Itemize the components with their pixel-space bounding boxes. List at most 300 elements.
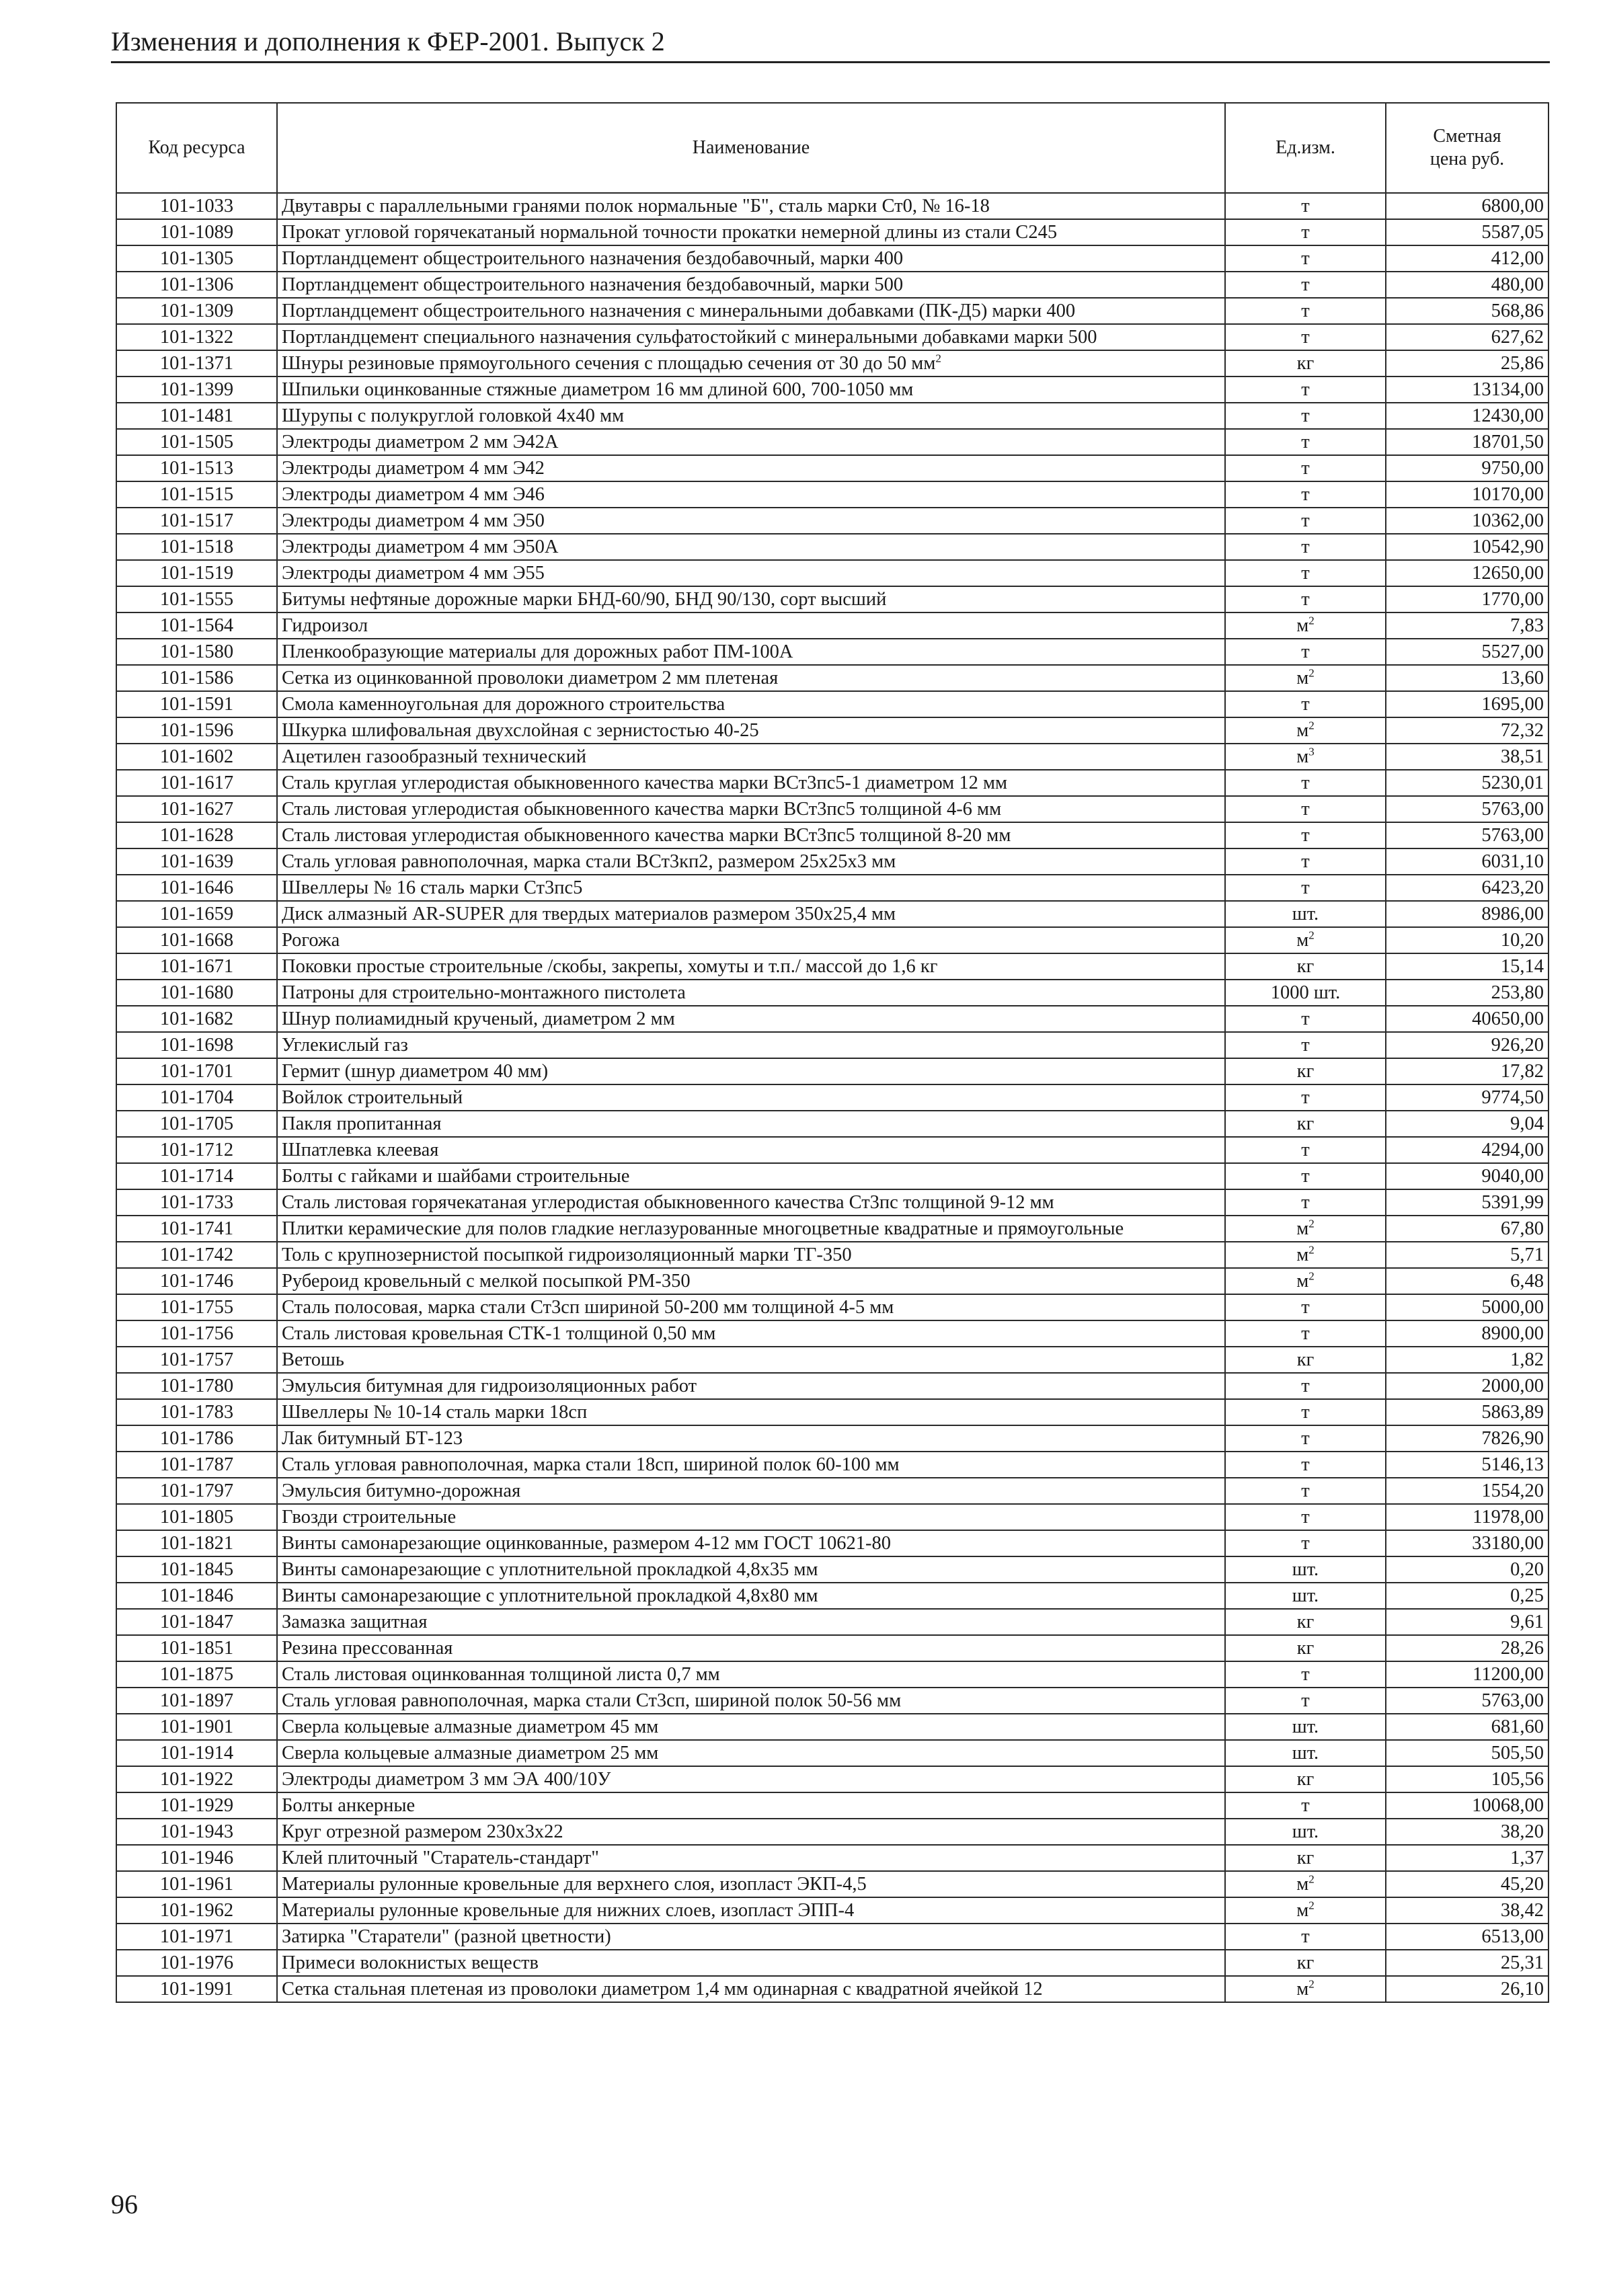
price-cell: 5000,00 <box>1386 1294 1549 1320</box>
unit-text: т <box>1301 1454 1310 1475</box>
table-row <box>116 1373 1549 1399</box>
table-row <box>116 1111 1549 1137</box>
unit-text: м <box>1296 615 1309 636</box>
resource-name-cell <box>277 1609 1225 1635</box>
resource-code-cell: 101-1627 <box>116 796 277 822</box>
price-cell: 480,00 <box>1386 272 1549 298</box>
unit-superscript: 2 <box>1308 928 1315 942</box>
unit-text: т <box>1301 379 1310 400</box>
resource-name-text: Сталь листовая горячекатаная углеродистая обыкновенного качества Ст3пс толщиной 9-12 мм <box>282 1192 1054 1213</box>
table-row <box>116 219 1549 245</box>
unit-cell <box>1225 927 1386 953</box>
resource-name-cell <box>277 1189 1225 1216</box>
resource-name-text: Замазка защитная <box>282 1612 428 1632</box>
resource-name-text: Портландцемент специального назначения сульфатостойкий с минеральными добавками марки 500 <box>282 327 1097 348</box>
unit-cell <box>1225 1688 1386 1714</box>
unit-cell <box>1225 1556 1386 1583</box>
resource-code-cell: 101-1033 <box>116 193 277 219</box>
table-row <box>116 1661 1549 1688</box>
resource-name-cell <box>277 1845 1225 1871</box>
price-cell: 28,26 <box>1386 1635 1549 1661</box>
unit-text: м <box>1296 1218 1309 1239</box>
resource-code-cell: 101-1704 <box>116 1084 277 1111</box>
resource-name-cell <box>277 796 1225 822</box>
unit-text: м <box>1296 1271 1309 1292</box>
resource-name-cell <box>277 508 1225 534</box>
unit-text: кг <box>1296 1638 1315 1659</box>
resource-code-cell: 101-1602 <box>116 744 277 770</box>
resource-name-cell <box>277 980 1225 1006</box>
unit-text: т <box>1301 222 1310 243</box>
price-cell: 253,80 <box>1386 980 1549 1006</box>
resource-name-text: Винты самонарезающие оцинкованные, размером 4-12 мм ГОСТ 10621-80 <box>282 1533 892 1554</box>
table-row <box>116 1766 1549 1792</box>
name-superscript: 2 <box>935 352 941 365</box>
resource-code-cell: 101-1757 <box>116 1347 277 1373</box>
price-cell: 10542,90 <box>1386 534 1549 560</box>
unit-cell <box>1225 1373 1386 1399</box>
resource-name-text: Сталь листовая углеродистая обыкновенного качества марки ВСт3пс5 толщиной 8-20 мм <box>282 825 1011 846</box>
unit-cell <box>1225 193 1386 219</box>
resource-name-cell <box>277 744 1225 770</box>
price-cell: 2000,00 <box>1386 1373 1549 1399</box>
price-cell: 926,20 <box>1386 1032 1549 1058</box>
unit-superscript: 2 <box>1308 1243 1315 1257</box>
price-cell: 40650,00 <box>1386 1006 1549 1032</box>
price-cell: 627,62 <box>1386 324 1549 350</box>
table-row <box>116 403 1549 429</box>
table-row <box>116 560 1549 586</box>
unit-cell <box>1225 1609 1386 1635</box>
table-row <box>116 272 1549 298</box>
unit-cell <box>1225 1530 1386 1556</box>
unit-text: т <box>1301 1376 1310 1396</box>
resource-name-cell <box>277 901 1225 927</box>
resource-name-cell <box>277 1530 1225 1556</box>
unit-text: шт. <box>1292 1585 1319 1606</box>
resource-name-cell <box>277 1897 1225 1924</box>
unit-text: м <box>1296 1874 1309 1895</box>
resource-name-text: Диск алмазный AR-SUPER для твердых материалов размером 350x25,4 мм <box>282 904 896 924</box>
unit-cell <box>1225 1924 1386 1950</box>
resource-code-cell: 101-1797 <box>116 1478 277 1504</box>
resource-code-cell: 101-1617 <box>116 770 277 796</box>
price-cell: 13134,00 <box>1386 377 1549 403</box>
resource-code-cell: 101-1922 <box>116 1766 277 1792</box>
resource-name-text: Винты самонарезающие с уплотнительной прокладкой 4,8x35 мм <box>282 1559 818 1580</box>
price-cell: 17,82 <box>1386 1058 1549 1084</box>
resource-code-cell: 101-1821 <box>116 1530 277 1556</box>
table-row <box>116 429 1549 455</box>
table-row <box>116 1924 1549 1950</box>
table-row <box>116 796 1549 822</box>
resource-code-cell: 101-1780 <box>116 1373 277 1399</box>
unit-text: т <box>1301 248 1310 269</box>
unit-cell <box>1225 1452 1386 1478</box>
unit-text: кг <box>1296 1848 1315 1868</box>
price-cell: 9040,00 <box>1386 1163 1549 1189</box>
unit-text: т <box>1301 563 1310 584</box>
unit-cell <box>1225 1792 1386 1819</box>
resource-name-text: Шкурка шлифовальная двухслойная с зернистостью 40-25 <box>282 720 759 741</box>
table-body <box>116 193 1549 2002</box>
unit-cell <box>1225 1740 1386 1766</box>
resource-code-cell: 101-1901 <box>116 1714 277 1740</box>
unit-cell <box>1225 744 1386 770</box>
table-row <box>116 1084 1549 1111</box>
resource-name-cell <box>277 665 1225 691</box>
resource-code-cell: 101-1783 <box>116 1399 277 1425</box>
resource-name-text: Эмульсия битумно-дорожная <box>282 1480 521 1501</box>
unit-cell <box>1225 1320 1386 1347</box>
price-cell: 10170,00 <box>1386 481 1549 508</box>
resource-name-text: Электроды диаметром 4 мм Э50 <box>282 510 545 531</box>
unit-cell <box>1225 639 1386 665</box>
unit-text: т <box>1301 301 1310 321</box>
unit-cell <box>1225 245 1386 272</box>
unit-text: шт. <box>1292 904 1319 924</box>
resource-name-cell <box>277 1111 1225 1137</box>
resource-code-cell: 101-1845 <box>116 1556 277 1583</box>
column-header-price <box>1386 103 1549 193</box>
resource-name-text: Электроды диаметром 4 мм Э42 <box>282 458 545 479</box>
unit-cell <box>1225 586 1386 612</box>
unit-cell <box>1225 1137 1386 1163</box>
page-number: 96 <box>111 2189 138 2219</box>
unit-text: т <box>1301 1507 1310 1528</box>
resource-name-cell <box>277 1084 1225 1111</box>
resource-name-cell <box>277 403 1225 429</box>
resource-code-cell: 101-1756 <box>116 1320 277 1347</box>
table-row <box>116 1163 1549 1189</box>
resource-name-cell <box>277 1714 1225 1740</box>
resource-code-cell: 101-1897 <box>116 1688 277 1714</box>
resource-name-cell <box>277 560 1225 586</box>
resource-code-cell: 101-1555 <box>116 586 277 612</box>
table-row <box>116 1819 1549 1845</box>
unit-text: т <box>1301 1402 1310 1423</box>
unit-cell <box>1225 324 1386 350</box>
resource-code-cell: 101-1518 <box>116 534 277 560</box>
unit-text: 1000 шт. <box>1270 982 1341 1003</box>
table-row <box>116 1347 1549 1373</box>
unit-cell <box>1225 1635 1386 1661</box>
resource-name-text: Сталь угловая равнополочная, марка стали Ст3сп, шириной полок 50-56 мм <box>282 1690 902 1711</box>
table-row <box>116 1897 1549 1924</box>
unit-cell <box>1225 612 1386 639</box>
resource-name-text: Электроды диаметром 2 мм Э42А <box>282 432 559 452</box>
resource-code-cell: 101-1580 <box>116 639 277 665</box>
price-cell: 5391,99 <box>1386 1189 1549 1216</box>
unit-text: кг <box>1296 353 1315 374</box>
table-row <box>116 324 1549 350</box>
price-cell: 38,42 <box>1386 1897 1549 1924</box>
resource-name-text: Винты самонарезающие с уплотнительной прокладкой 4,8x80 мм <box>282 1585 818 1606</box>
unit-cell <box>1225 848 1386 875</box>
resource-name-cell <box>277 1504 1225 1530</box>
table-row <box>116 455 1549 481</box>
table-row <box>116 534 1549 560</box>
resource-name-text: Материалы рулонные кровельные для верхнего слоя, изопласт ЭКП-4,5 <box>282 1874 867 1895</box>
price-cell: 1554,20 <box>1386 1478 1549 1504</box>
unit-cell <box>1225 1766 1386 1792</box>
resource-name-text: Рубероид кровельный с мелкой посыпкой РМ-350 <box>282 1271 691 1292</box>
unit-text: т <box>1301 851 1310 872</box>
unit-text: м <box>1296 1244 1309 1265</box>
resource-code-cell: 101-1787 <box>116 1452 277 1478</box>
resource-code-cell: 101-1943 <box>116 1819 277 1845</box>
document-header-title: Изменения и дополнения к ФЕР-2001. Выпуск 2 <box>111 26 665 56</box>
unit-cell <box>1225 1347 1386 1373</box>
price-cell: 11978,00 <box>1386 1504 1549 1530</box>
resource-name-text: Войлок строительный <box>282 1087 463 1108</box>
resource-name-text: Сверла кольцевые алмазные диаметром 25 мм <box>282 1743 659 1764</box>
unit-cell <box>1225 1478 1386 1504</box>
price-cell: 5527,00 <box>1386 639 1549 665</box>
unit-superscript: 2 <box>1308 1872 1315 1886</box>
table-row <box>116 1137 1549 1163</box>
resource-code-cell: 101-1519 <box>116 560 277 586</box>
unit-text: кг <box>1296 1769 1315 1790</box>
table-row <box>116 245 1549 272</box>
table-row <box>116 1609 1549 1635</box>
resource-name-cell <box>277 1399 1225 1425</box>
unit-cell <box>1225 1189 1386 1216</box>
resource-name-cell <box>277 848 1225 875</box>
unit-text: т <box>1301 537 1310 557</box>
resource-name-cell <box>277 1425 1225 1452</box>
unit-superscript: 2 <box>1308 614 1315 627</box>
table-row <box>116 1556 1549 1583</box>
price-cell: 5863,89 <box>1386 1399 1549 1425</box>
resource-name-text: Пакля пропитанная <box>282 1113 442 1134</box>
unit-text: м <box>1296 668 1309 688</box>
resource-name-cell <box>277 481 1225 508</box>
resource-name-text: Электроды диаметром 4 мм Э55 <box>282 563 545 584</box>
table-row <box>116 1189 1549 1216</box>
table-row <box>116 350 1549 377</box>
table-row <box>116 1583 1549 1609</box>
unit-cell <box>1225 901 1386 927</box>
resource-name-text: Шнур полиамидный крученый, диаметром 2 мм <box>282 1008 675 1029</box>
column-header-price-label: Сметная цена руб. <box>1429 126 1505 169</box>
resource-name-cell <box>277 1137 1225 1163</box>
price-cell: 5146,13 <box>1386 1452 1549 1478</box>
resource-name-text: Материалы рулонные кровельные для нижних слоев, изопласт ЭПП-4 <box>282 1900 855 1921</box>
price-cell: 681,60 <box>1386 1714 1549 1740</box>
unit-text: т <box>1301 458 1310 479</box>
resource-code-cell: 101-1564 <box>116 612 277 639</box>
unit-text: т <box>1301 510 1310 531</box>
table-row <box>116 1845 1549 1871</box>
resource-name-text: Сверла кольцевые алмазные диаметром 45 мм <box>282 1716 659 1737</box>
resource-code-cell: 101-1668 <box>116 927 277 953</box>
resource-name-cell <box>277 1058 1225 1084</box>
unit-text: т <box>1301 1192 1310 1213</box>
resource-name-text: Ветошь <box>282 1349 344 1370</box>
resource-name-cell <box>277 534 1225 560</box>
resource-code-cell: 101-1505 <box>116 429 277 455</box>
resource-code-cell: 101-1515 <box>116 481 277 508</box>
resource-code-cell: 101-1929 <box>116 1792 277 1819</box>
unit-cell <box>1225 429 1386 455</box>
resource-code-cell: 101-1309 <box>116 298 277 324</box>
unit-cell <box>1225 560 1386 586</box>
resource-name-cell <box>277 1556 1225 1583</box>
table-row <box>116 1058 1549 1084</box>
table-row <box>116 298 1549 324</box>
price-cell: 1770,00 <box>1386 586 1549 612</box>
unit-cell <box>1225 1661 1386 1688</box>
table-row <box>116 1714 1549 1740</box>
price-cell: 18701,50 <box>1386 429 1549 455</box>
resource-name-text: Сталь круглая углеродистая обыкновенного качества марки ВСт3пс5-1 диаметром 12 мм <box>282 773 1008 793</box>
table-row <box>116 1216 1549 1242</box>
resource-name-cell <box>277 953 1225 980</box>
resource-name-text: Сетка стальная плетеная из проволоки диаметром 1,4 мм одинарная с квадратной ячейкой 12 <box>282 1979 1043 2000</box>
unit-cell <box>1225 691 1386 717</box>
resource-code-cell: 101-1846 <box>116 1583 277 1609</box>
resource-name-cell <box>277 691 1225 717</box>
resource-name-cell <box>277 1294 1225 1320</box>
price-cell: 1695,00 <box>1386 691 1549 717</box>
price-cell: 11200,00 <box>1386 1661 1549 1688</box>
unit-superscript: 2 <box>1308 1977 1315 1991</box>
unit-text: кг <box>1296 1061 1315 1082</box>
resource-name-cell <box>277 1373 1225 1399</box>
resource-code-cell: 101-1746 <box>116 1268 277 1294</box>
unit-text: кг <box>1296 1952 1315 1973</box>
unit-text: т <box>1301 196 1310 216</box>
resource-name-text: Шпильки оцинкованные стяжные диаметром 16 мм длиной 600, 700-1050 мм <box>282 379 914 400</box>
resource-code-cell: 101-1646 <box>116 875 277 901</box>
unit-cell <box>1225 1845 1386 1871</box>
table-row <box>116 953 1549 980</box>
unit-cell <box>1225 1163 1386 1189</box>
unit-text: м <box>1296 1979 1309 2000</box>
resource-name-text: Двутавры с параллельными гранями полок нормальные "Б", сталь марки Ст0, № 16-18 <box>282 196 990 216</box>
table-row <box>116 822 1549 848</box>
resource-name-text: Битумы нефтяные дорожные марки БНД-60/90, БНД 90/130, сорт высший <box>282 589 887 610</box>
resource-code-cell: 101-1596 <box>116 717 277 744</box>
price-cell: 8900,00 <box>1386 1320 1549 1347</box>
unit-text: т <box>1301 799 1310 820</box>
price-cell: 0,25 <box>1386 1583 1549 1609</box>
table-row <box>116 481 1549 508</box>
unit-cell <box>1225 377 1386 403</box>
unit-cell <box>1225 1294 1386 1320</box>
resource-code-cell: 101-1805 <box>116 1504 277 1530</box>
resource-name-cell <box>277 1583 1225 1609</box>
unit-cell <box>1225 1425 1386 1452</box>
resource-name-text: Гермит (шнур диаметром 40 мм) <box>282 1061 549 1082</box>
table-row <box>116 1740 1549 1766</box>
resource-name-cell <box>277 1163 1225 1189</box>
unit-cell <box>1225 272 1386 298</box>
unit-cell <box>1225 717 1386 744</box>
resource-name-text: Лак битумный БТ-123 <box>282 1428 463 1449</box>
price-cell: 12650,00 <box>1386 560 1549 586</box>
unit-text: т <box>1301 274 1310 295</box>
table-row <box>116 901 1549 927</box>
resource-name-text: Углекислый газ <box>282 1035 408 1056</box>
price-cell: 6423,20 <box>1386 875 1549 901</box>
unit-text: м <box>1296 746 1309 767</box>
resource-name-cell <box>277 193 1225 219</box>
unit-cell <box>1225 219 1386 245</box>
unit-text: кг <box>1296 1349 1315 1370</box>
resource-name-text: Затирка "Старатели" (разной цветности) <box>282 1926 611 1947</box>
table-row <box>116 1504 1549 1530</box>
resource-name-cell <box>277 1268 1225 1294</box>
unit-cell <box>1225 665 1386 691</box>
unit-text: м <box>1296 930 1309 951</box>
unit-cell <box>1225 455 1386 481</box>
table-row <box>116 1635 1549 1661</box>
price-cell: 9,61 <box>1386 1609 1549 1635</box>
unit-cell <box>1225 1216 1386 1242</box>
price-cell: 5,71 <box>1386 1242 1549 1268</box>
resource-name-cell <box>277 612 1225 639</box>
resource-name-cell <box>277 1320 1225 1347</box>
unit-text: т <box>1301 641 1310 662</box>
price-cell: 10068,00 <box>1386 1792 1549 1819</box>
unit-text: т <box>1301 1428 1310 1449</box>
resource-code-cell: 101-1639 <box>116 848 277 875</box>
price-cell: 6,48 <box>1386 1268 1549 1294</box>
resource-name-text: Пленкообразующие материалы для дорожных работ ПМ-100А <box>282 641 793 662</box>
unit-text: т <box>1301 825 1310 846</box>
price-cell: 25,31 <box>1386 1950 1549 1976</box>
resource-name-text: Рогожа <box>282 930 340 951</box>
resource-code-cell: 101-1991 <box>116 1976 277 2002</box>
unit-text: кг <box>1296 1113 1315 1134</box>
unit-cell <box>1225 980 1386 1006</box>
resource-name-text: Шнуры резиновые прямоугольного сечения с площадью сечения от 30 до 50 мм <box>282 353 936 374</box>
unit-cell <box>1225 1950 1386 1976</box>
price-cell: 8986,00 <box>1386 901 1549 927</box>
unit-text: т <box>1301 1690 1310 1711</box>
resource-name-text: Примеси волокнистых веществ <box>282 1952 539 1973</box>
table-row <box>116 1792 1549 1819</box>
resource-name-text: Сталь полосовая, марка стали Ст3сп шириной 50-200 мм толщиной 4-5 мм <box>282 1297 894 1318</box>
unit-text: т <box>1301 1297 1310 1318</box>
table-row <box>116 744 1549 770</box>
resource-code-cell: 101-1671 <box>116 953 277 980</box>
table-row <box>116 1294 1549 1320</box>
resource-name-text: Сталь угловая равнополочная, марка стали 18сп, шириной полок 60-100 мм <box>282 1454 900 1475</box>
unit-superscript: 2 <box>1308 719 1315 732</box>
table-row <box>116 1242 1549 1268</box>
resource-name-cell <box>277 1976 1225 2002</box>
resource-name-text: Эмульсия битумная для гидроизоляционных работ <box>282 1376 697 1396</box>
table-row <box>116 1452 1549 1478</box>
resource-code-cell: 101-1701 <box>116 1058 277 1084</box>
resource-code-cell: 101-1371 <box>116 350 277 377</box>
unit-superscript: 2 <box>1308 666 1315 680</box>
table-row <box>116 875 1549 901</box>
unit-cell <box>1225 1006 1386 1032</box>
resource-code-cell: 101-1962 <box>116 1897 277 1924</box>
price-cell: 10362,00 <box>1386 508 1549 534</box>
unit-text: шт. <box>1292 1821 1319 1842</box>
resource-name-cell <box>277 1452 1225 1478</box>
unit-text: кг <box>1296 956 1315 977</box>
resource-name-cell <box>277 350 1225 377</box>
table-row <box>116 927 1549 953</box>
resource-code-cell: 101-1914 <box>116 1740 277 1766</box>
unit-text: т <box>1301 1166 1310 1187</box>
